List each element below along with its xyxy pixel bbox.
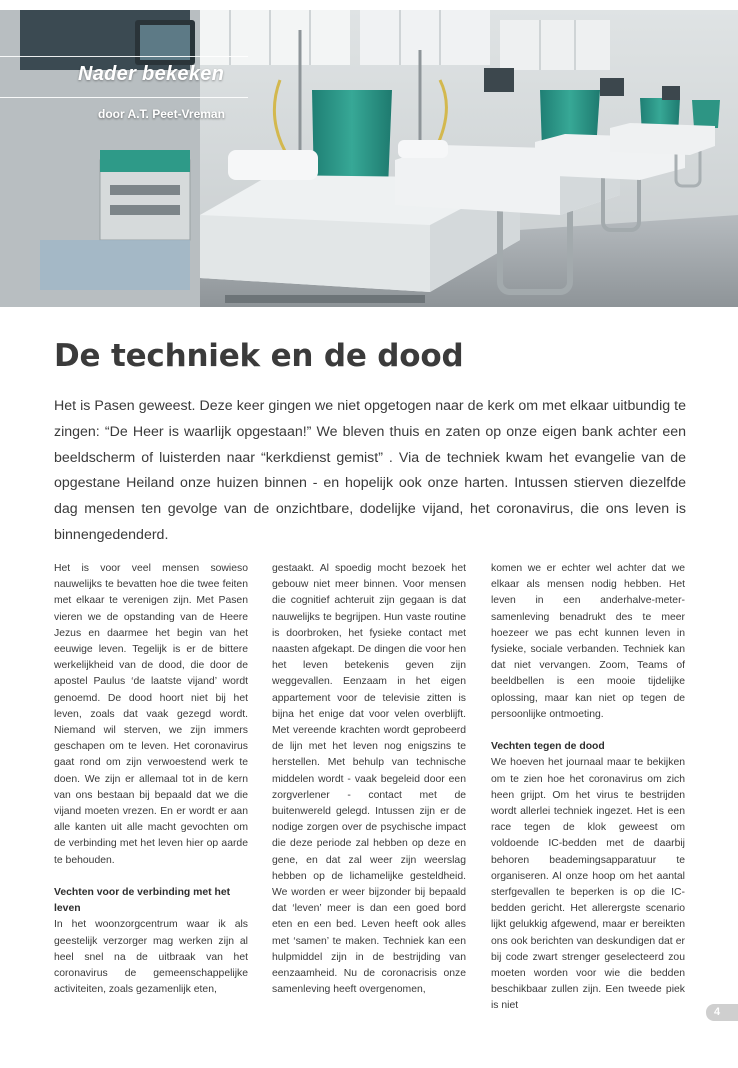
author-byline: door A.T. Peet-Vreman: [98, 107, 225, 121]
paragraph: Het is voor veel mensen sowieso nauwelijks te bevatten hoe die twee feiten met elkaar te verenigen zijn. Met Pasen vieren we de opstanding van de Heere Jezus en daarmee het begin van het eeuwige leven. Tegelijk is er de bittere werkelijkheid van de dood, die door de apostel Paulus ‘de laatste vijand’ wordt genoemd. De dood hoort niet bij het leven, zoals dat vaak gezegd wordt. Niemand wil sterven, we zijn immers geschapen om te leven. Het coronavirus gaat rond om zijn verwoestend werk te doen. We zijn er allemaal tot in de kern van ons bestaan bij bepaald dat we die vijand moeten vrezen. En er wordt er aan alle kanten uit alle macht gevochten om de verbinding met het leven hier op aarde te behouden.: [54, 563, 248, 866]
hospital-ward-illustration: [0, 10, 738, 307]
bed-fourth: [610, 123, 715, 155]
paragraph: gestaakt. Al spoedig mocht bezoek het gebouw niet meer binnen. Voor mensen die cognitief achteruit zijn gegaan is dat nauwelijks te begrijpen. Hun vaste routine is doorbroken, het fysieke contact met naasten afgekapt. De dingen die voor hen het leven betekenis geven zijn weggevallen. Eenzaam in het eigen appartement voor de televisie zitten is bijna het enige dat voor velen overblijft. Met vereende krachten wordt geprobeerd de lijn met het leven nog enigszins te herstellen. Met behulp van technische middelen wordt - vaak begeleid door een zorgverlener - contact met de buitenwereld gelegd. Intussen zijn er de nodige zorgen over de psychische impact die deze periode zal hebben op deze en gene, en dat zal weer zijn weerslag hebben op de lichamelijke gesteldheid. We worden er weer bijzonder bij bepaald dat ‘leven’ meer is dan een goed bord eten en een bed. Leven heeft ook alles met ‘samen’ te maken. Techniek kan een hulpmiddel zijn in de bestrijding van eenzaamheid. Nu de coronacrisis onze samenleving heeft overgenomen,: [272, 563, 466, 996]
body-column-1: [54, 561, 248, 998]
header-rule-top: [0, 56, 248, 57]
page-number: 4: [706, 1004, 738, 1021]
section-heading: Vechten voor de verbinding met het leven: [54, 887, 231, 915]
series-title: Nader bekeken: [78, 63, 225, 85]
paragraph: In het woonzorgcentrum waar ik als geestelijk verzorger mag werken zijn al heel snel na de uitbraak van het coronavirus de gemeenschappelijke activiteiten, zoals gezamenlijk eten,: [54, 919, 248, 996]
header-rule-bottom: [0, 97, 248, 98]
body-column-2: [272, 561, 466, 998]
paragraph: komen we er echter wel achter dat we elkaar als mensen nodig hebben. Het leven in een anderhalve-meter-samenleving benadrukt des te meer hoezeer we pas echt kunnen leven in fysieke, sociale verbanden. Techniek kan dat niet vervangen. Zoom, Teams of beeldbellen is een mooie tijdelijke oplossing, maar kan niet op tegen de persoonlijke ontmoeting.: [491, 563, 685, 720]
article-title: De techniek en de dood: [54, 338, 464, 374]
body-column-3: [491, 561, 685, 1015]
paragraph: We hoeven het journaal maar te bekijken om te zien hoe het coronavirus om zich heen grijpt. Om het virus te bestrijden wordt allerlei techniek ingezet. Het is een race tegen de klok geweest om voldoende IC-bedden met de daarbij behoren beademingsapparatuur te organiseren. Al onze hoop om het aantal sterfgevallen te beperken is op die IC-bedden gericht. Het allerergste scenario lijkt gelukkig afgewend, maar er bereikten ons ook berichten van deskundigen dat er bij code zwart strenger geselecteerd zou moeten worden voor wie die bedden beschikbaar zullen zijn. Een tweede piek is niet: [491, 757, 685, 1012]
article-lead: Het is Pasen geweest. Deze keer gingen we niet opgetogen naar de kerk om met elkaar uitbundig te zingen: “De Heer is waarlijk opgestaan!” We bleven thuis en zaten op onze eigen bank achter een beeldscherm of luisterden naar “kerkdienst gemist” . Via de techniek kwam het evangelie van de opgestane Heiland onze huizen binnen - en hopelijk ook onze harten. Intussen stierven diezelfde dag mensen ten gevolge van de onzichtbare, dodelijke vijand, het coronavirus, die ons leven is binnengedenderd.: [54, 398, 686, 543]
hero-photo: [0, 10, 738, 307]
section-heading: Vechten tegen de dood: [491, 741, 605, 753]
